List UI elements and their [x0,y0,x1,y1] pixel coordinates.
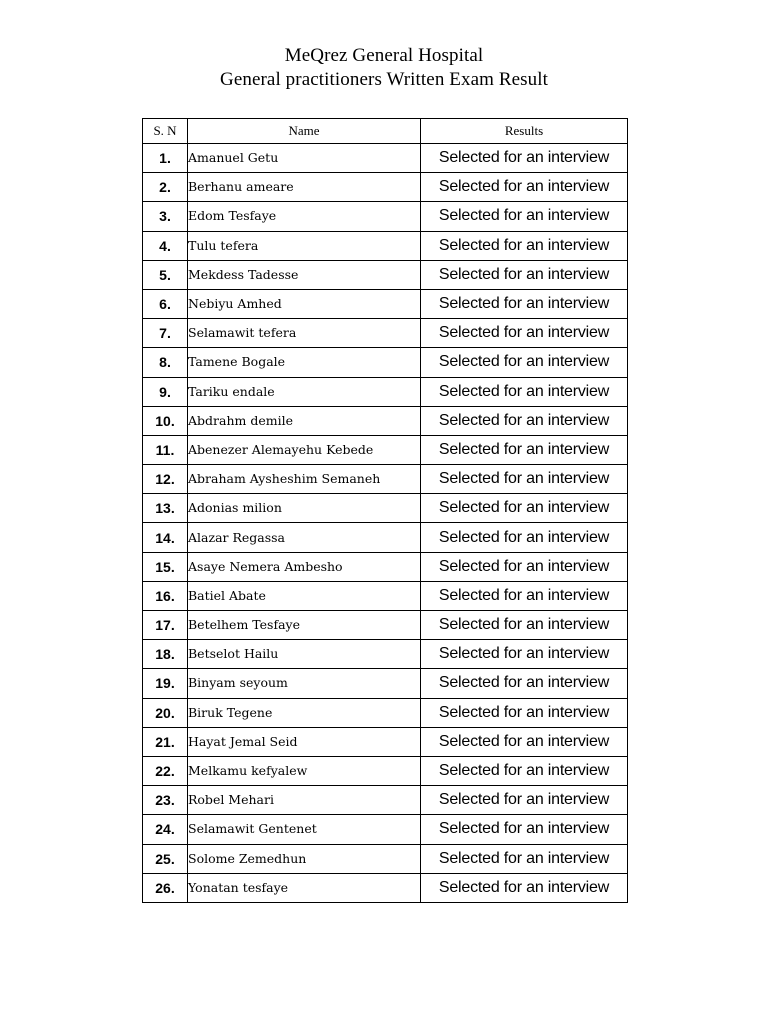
serial-number-cell: 15. [143,552,188,581]
result-cell: Selected for an interview [421,669,628,698]
candidate-name-cell: Asaye Nemera Ambesho [188,552,421,581]
serial-number-cell: 25. [143,844,188,873]
candidate-name-cell: Tariku endale [188,377,421,406]
table-row [143,815,628,844]
table-row [143,844,628,873]
serial-number-cell: 8. [143,348,188,377]
candidate-name-cell: Hayat Jemal Seid [188,727,421,756]
table-row [143,786,628,815]
candidate-name-cell: Betelhem Tesfaye [188,611,421,640]
document-title: General practitioners Written Exam Result [220,69,548,90]
candidate-name-cell: Adonias milion [188,494,421,523]
candidate-name-cell: Binyam seyoum [188,669,421,698]
result-cell: Selected for an interview [421,319,628,348]
serial-number-cell: 5. [143,260,188,289]
candidate-name-cell: Robel Mehari [188,786,421,815]
serial-number-cell: 19. [143,669,188,698]
result-cell: Selected for an interview [421,786,628,815]
candidate-name-cell: Nebiyu Amhed [188,289,421,318]
serial-number-cell: 22. [143,756,188,785]
table-row [143,581,628,610]
candidate-name-cell: Abenezer Alemayehu Kebede [188,435,421,464]
column-header-name: Name [188,119,421,144]
table-row [143,523,628,552]
serial-number-cell: 14. [143,523,188,552]
serial-number-cell: 12. [143,465,188,494]
result-cell: Selected for an interview [421,494,628,523]
result-cell: Selected for an interview [421,815,628,844]
result-cell: Selected for an interview [421,465,628,494]
candidate-name-cell: Alazar Regassa [188,523,421,552]
serial-number-cell: 7. [143,319,188,348]
candidate-name-cell: Batiel Abate [188,581,421,610]
table-row [143,698,628,727]
serial-number-cell: 10. [143,406,188,435]
candidate-name-cell: Biruk Tegene [188,698,421,727]
candidate-name-cell: Tulu tefera [188,231,421,260]
table-row [143,435,628,464]
result-cell: Selected for an interview [421,289,628,318]
table-body [143,144,628,903]
table-row [143,231,628,260]
table-row [143,260,628,289]
result-cell: Selected for an interview [421,348,628,377]
table-row [143,756,628,785]
candidate-name-cell: Edom Tesfaye [188,202,421,231]
candidate-name-cell: Yonatan tesfaye [188,873,421,902]
serial-number-cell: 23. [143,786,188,815]
candidate-name-cell: Solome Zemedhun [188,844,421,873]
result-cell: Selected for an interview [421,144,628,173]
serial-number-cell: 17. [143,611,188,640]
table-row [143,611,628,640]
result-cell: Selected for an interview [421,873,628,902]
result-cell: Selected for an interview [421,231,628,260]
result-cell: Selected for an interview [421,611,628,640]
table-row [143,406,628,435]
serial-number-cell: 26. [143,873,188,902]
result-cell: Selected for an interview [421,756,628,785]
table-row [143,552,628,581]
table-header-row [143,119,628,144]
table-row [143,640,628,669]
exam-results-table [142,118,628,903]
result-cell: Selected for an interview [421,844,628,873]
table-row [143,348,628,377]
serial-number-cell: 2. [143,173,188,202]
result-cell: Selected for an interview [421,552,628,581]
serial-number-cell: 6. [143,289,188,318]
table-row [143,144,628,173]
candidate-name-cell: Abdrahm demile [188,406,421,435]
candidate-name-cell: Mekdess Tadesse [188,260,421,289]
table-row [143,465,628,494]
result-cell: Selected for an interview [421,435,628,464]
result-cell: Selected for an interview [421,202,628,231]
result-cell: Selected for an interview [421,581,628,610]
candidate-name-cell: Berhanu ameare [188,173,421,202]
serial-number-cell: 1. [143,144,188,173]
table-row [143,319,628,348]
serial-number-cell: 11. [143,435,188,464]
serial-number-cell: 20. [143,698,188,727]
table-row [143,727,628,756]
table-row [143,202,628,231]
table-row [143,494,628,523]
result-cell: Selected for an interview [421,406,628,435]
table-row [143,873,628,902]
candidate-name-cell: Selamawit Gentenet [188,815,421,844]
result-cell: Selected for an interview [421,173,628,202]
column-header-serial-number: S. N [143,119,188,144]
candidate-name-cell: Amanuel Getu [188,144,421,173]
table-row [143,669,628,698]
result-cell: Selected for an interview [421,377,628,406]
candidate-name-cell: Tamene Bogale [188,348,421,377]
candidate-name-cell: Abraham Aysheshim Semaneh [188,465,421,494]
hospital-name: MeQrez General Hospital [284,45,484,66]
column-header-results: Results [421,119,628,144]
serial-number-cell: 16. [143,581,188,610]
table-row [143,289,628,318]
candidate-name-cell: Betselot Hailu [188,640,421,669]
serial-number-cell: 18. [143,640,188,669]
result-cell: Selected for an interview [421,260,628,289]
result-cell: Selected for an interview [421,523,628,552]
serial-number-cell: 3. [143,202,188,231]
serial-number-cell: 4. [143,231,188,260]
result-cell: Selected for an interview [421,698,628,727]
table-row [143,377,628,406]
document-header [0,44,768,92]
candidate-name-cell: Selamawit tefera [188,319,421,348]
serial-number-cell: 9. [143,377,188,406]
candidate-name-cell: Melkamu kefyalew [188,756,421,785]
serial-number-cell: 21. [143,727,188,756]
serial-number-cell: 24. [143,815,188,844]
result-cell: Selected for an interview [421,727,628,756]
table-row [143,173,628,202]
serial-number-cell: 13. [143,494,188,523]
result-cell: Selected for an interview [421,640,628,669]
